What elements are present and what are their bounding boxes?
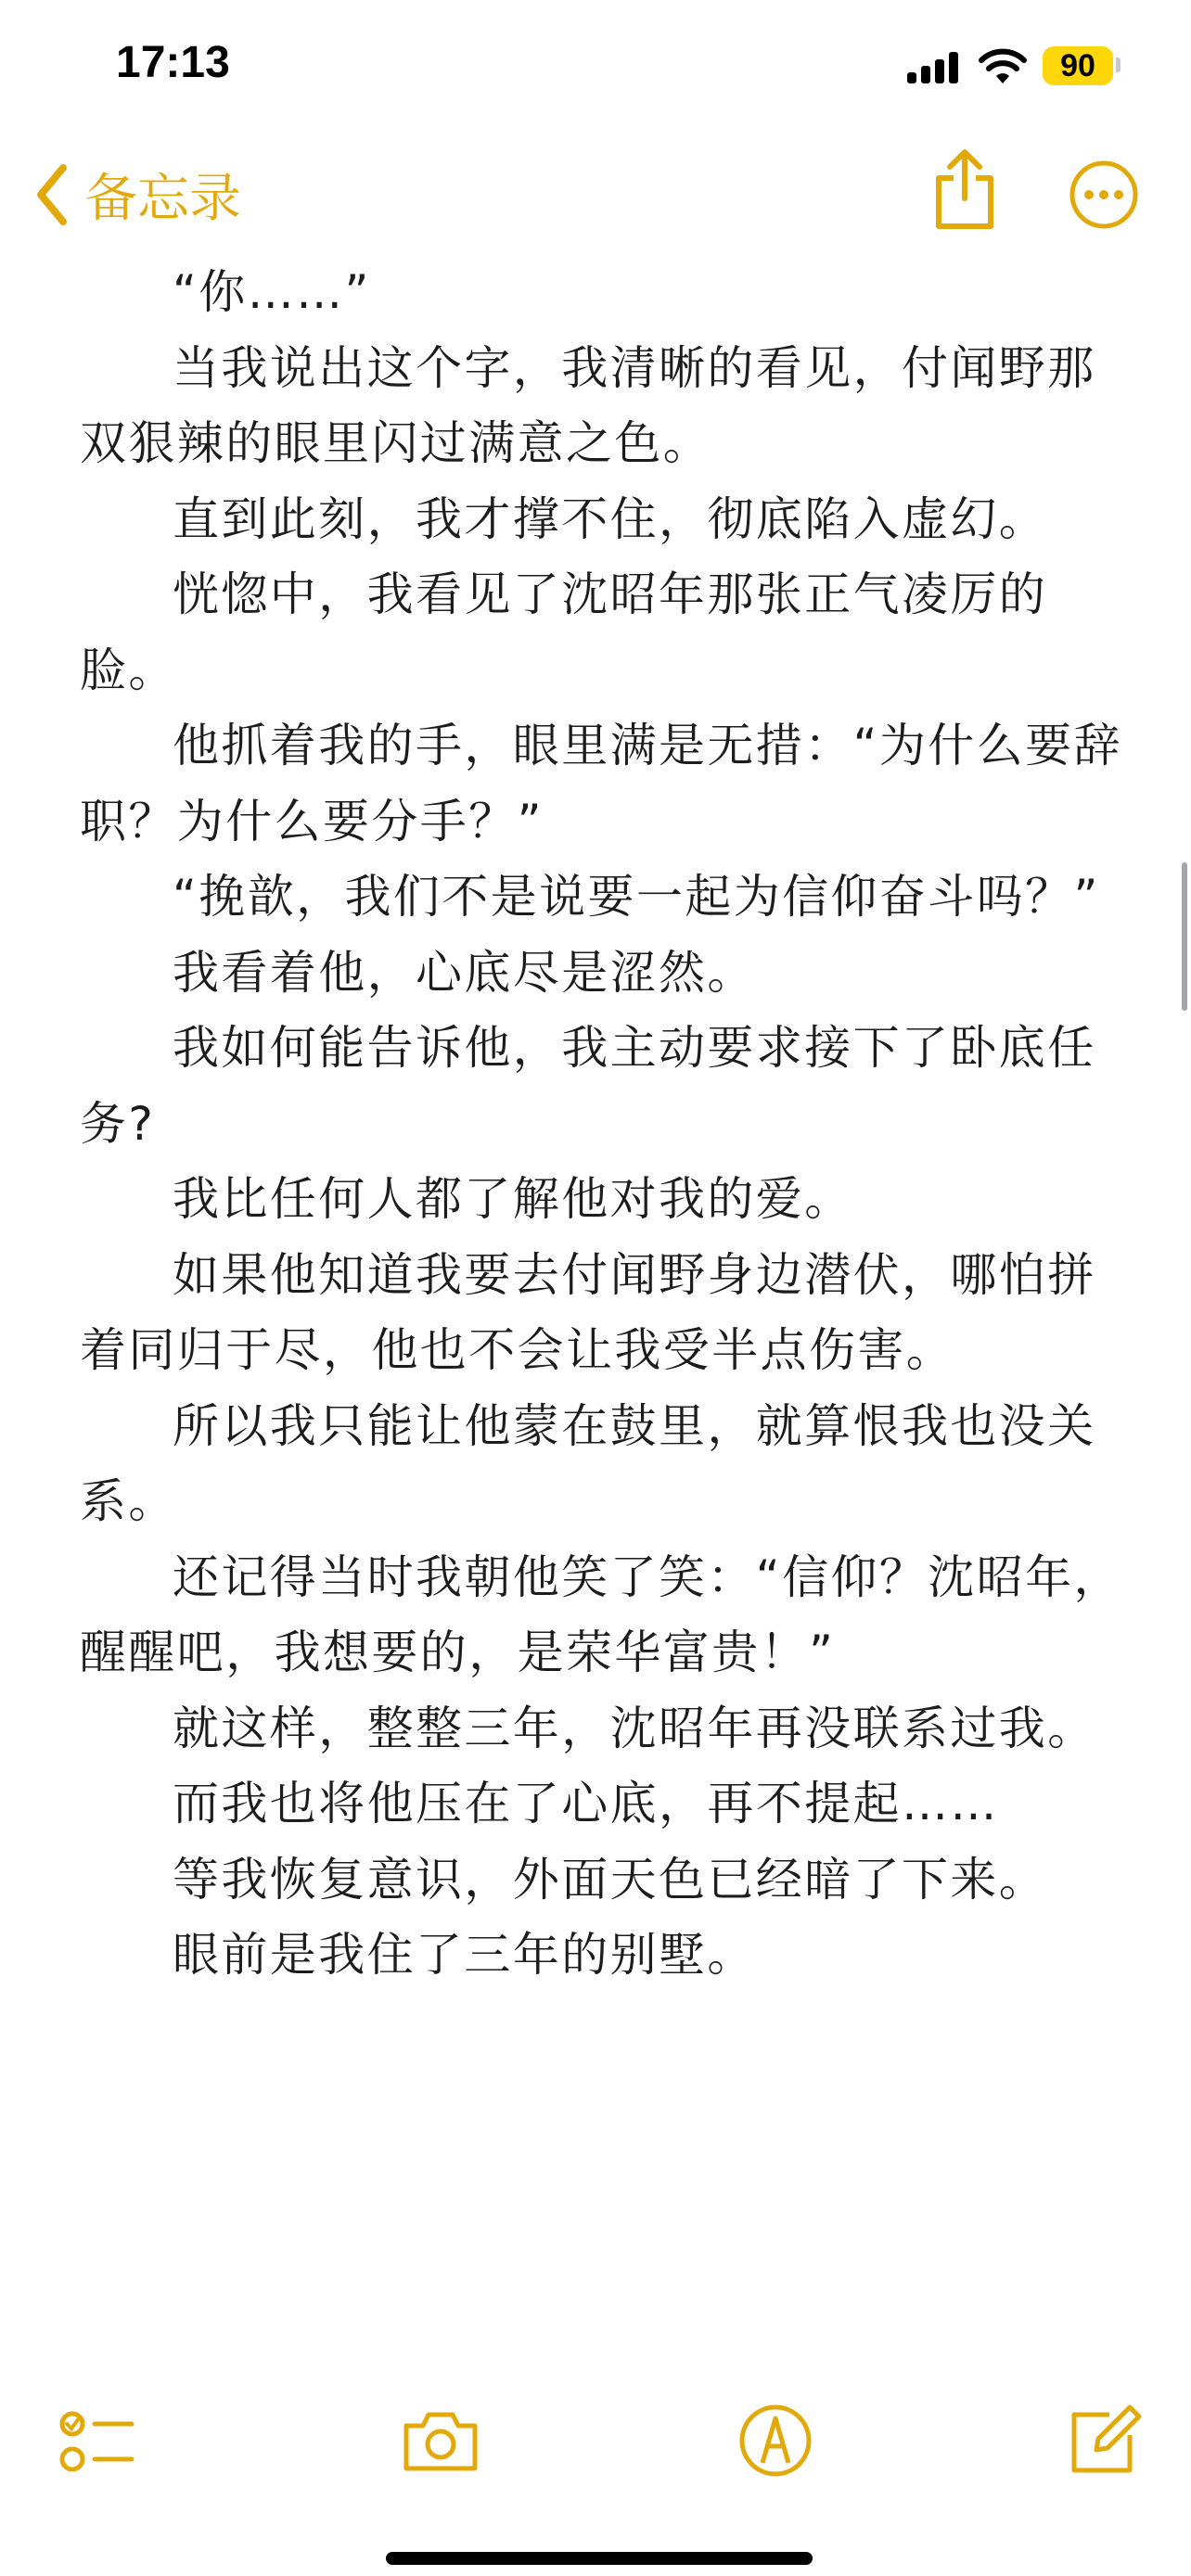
note-paragraph: 而我也将他压在了心底，再不提起…… xyxy=(173,1777,999,1830)
ellipsis-circle-icon[interactable] xyxy=(1069,159,1139,230)
wifi-icon xyxy=(978,48,1028,85)
home-indicator[interactable] xyxy=(386,2552,813,2565)
note-paragraph: 就这样，整整三年，沈昭年再没联系过我。 xyxy=(173,1701,1096,1755)
compose-icon[interactable] xyxy=(1065,2402,1143,2480)
note-paragraph: 如果他知道我要去付闻野身边潜伏，哪怕拼着同归于尽，他也不会让我受半点伤害。 xyxy=(80,1247,1096,1377)
markup-pen-icon[interactable] xyxy=(736,2402,814,2480)
chevron-left-icon xyxy=(33,162,70,227)
note-paragraph: 眼前是我住了三年的别墅。 xyxy=(173,1928,756,1982)
note-paragraph: 所以我只能让他蒙在鼓里，就算恨我也没关系。 xyxy=(80,1398,1096,1528)
note-paragraph: 他抓着我的手，眼里满是无措：“为什么要辞职？为什么要分手？” xyxy=(80,719,1122,848)
battery-nub xyxy=(1116,57,1121,72)
note-paragraph: 我比任何人都了解他对我的爱。 xyxy=(173,1172,853,1226)
back-label: 备忘录 xyxy=(85,169,241,229)
cellular-signal-icon xyxy=(907,52,959,83)
note-body[interactable] xyxy=(80,255,1128,1994)
checklist-icon[interactable] xyxy=(58,2402,135,2480)
navigation-bar xyxy=(0,130,1191,250)
note-paragraph: 直到此刻，我才撑不住，彻底陷入虚幻。 xyxy=(173,491,1048,546)
note-paragraph: “你……” xyxy=(173,265,371,319)
note-paragraph: 当我说出这个字，我清晰的看见，付闻野那双狠辣的眼里闪过满意之色。 xyxy=(80,340,1096,470)
note-paragraph: 恍惚中，我看见了沈昭年那张正气凌厉的脸。 xyxy=(80,567,1048,697)
note-paragraph: 还记得当时我朝他笑了笑：“信仰？沈昭年，醒醒吧，我想要的，是荣华富贵！” xyxy=(80,1549,1122,1679)
battery-level: 90 xyxy=(1043,46,1113,85)
bottom-toolbar xyxy=(0,2392,1191,2485)
note-paragraph: “挽歆，我们不是说要一起为信仰奋斗吗？” xyxy=(173,870,1100,924)
share-icon[interactable] xyxy=(929,147,1000,232)
status-time: 17:13 xyxy=(116,38,230,87)
camera-icon[interactable] xyxy=(399,2402,482,2480)
scroll-indicator[interactable] xyxy=(1182,862,1187,1011)
note-paragraph: 我看着他，心底尽是涩然。 xyxy=(173,945,756,1000)
back-button[interactable] xyxy=(33,158,241,232)
note-paragraph: 等我恢复意识，外面天色已经暗了下来。 xyxy=(173,1852,1048,1906)
note-paragraph: 我如何能告诉他，我主动要求接下了卧底任务? xyxy=(80,1021,1096,1151)
status-bar xyxy=(0,0,1191,130)
